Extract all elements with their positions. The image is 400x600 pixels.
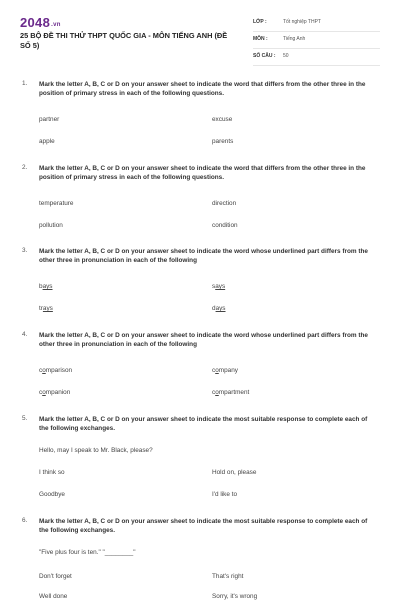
- underlined-part: o: [42, 367, 46, 374]
- option-d[interactable]: days: [212, 305, 226, 312]
- question-text: Mark the letter A, B, C or D on your answer sheet to indicate the word whose underlined part differs from the other three in pronunciation in each of the following: [39, 248, 368, 265]
- option-d[interactable]: Sorry, it's wrong: [212, 593, 258, 600]
- option-c[interactable]: Well done: [39, 593, 68, 600]
- option-a[interactable]: Don't forget: [39, 573, 72, 580]
- option-c[interactable]: companion: [39, 389, 71, 396]
- question-number: 6.: [22, 517, 28, 524]
- option-b[interactable]: excuse: [212, 116, 233, 123]
- option-c[interactable]: pollution: [39, 222, 63, 229]
- exchange-prompt: "Five plus four is ten." "________": [39, 549, 136, 556]
- option-d[interactable]: condition: [212, 222, 238, 229]
- document-title: 25 BỘ ĐỀ THI THỬ THPT QUỐC GIA - MÔN TIẾNG ANH (ĐỀ SỐ 5): [20, 31, 228, 50]
- meta-row-subject: [253, 32, 380, 49]
- question-number: 2.: [22, 164, 28, 171]
- meta-value: Tiếng Anh: [283, 36, 306, 42]
- underlined-part: ays: [215, 283, 226, 290]
- question-text: Mark the letter A, B, C or D on your answer sheet to indicate the most suitable response to complete each of the following exchanges.: [39, 518, 368, 535]
- underlined-part: ays: [42, 283, 53, 290]
- option-b[interactable]: says: [212, 283, 226, 290]
- option-d[interactable]: parents: [212, 138, 234, 145]
- option-d[interactable]: compartment: [212, 389, 250, 396]
- underlined-part: o: [42, 389, 46, 396]
- option-b[interactable]: direction: [212, 200, 237, 207]
- meta-label: MÔN :: [253, 36, 268, 42]
- underlined-part: ays: [42, 305, 53, 312]
- underlined-part: ays: [215, 305, 226, 312]
- page-header: [20, 15, 380, 60]
- meta-label: SỐ CÂU :: [253, 53, 276, 59]
- site-logo[interactable]: 2048.vn: [20, 15, 61, 30]
- meta-label: LỚP :: [253, 19, 267, 25]
- meta-info: [253, 15, 380, 66]
- question-number: 3.: [22, 247, 28, 254]
- option-d[interactable]: I'd like to: [212, 491, 238, 498]
- question-text: Mark the letter A, B, C or D on your answer sheet to indicate the word whose underlined part differs from the other three in pronunciation in each of the following: [39, 332, 368, 349]
- underlined-part: o: [215, 389, 219, 396]
- meta-row-count: [253, 49, 380, 66]
- question-number: 4.: [22, 331, 28, 338]
- option-c[interactable]: trays: [39, 305, 53, 312]
- option-b[interactable]: That's right: [212, 573, 244, 580]
- option-a[interactable]: temperature: [39, 200, 74, 207]
- meta-value: 50: [283, 53, 289, 59]
- question-text: Mark the letter A, B, C or D on your answer sheet to indicate the word that differs from the other three in the position of primary stress in each of the following questions.: [39, 165, 366, 182]
- question-number: 1.: [22, 80, 28, 87]
- question-text: Mark the letter A, B, C or D on your answer sheet to indicate the most suitable response to complete each of the following exchanges.: [39, 416, 368, 433]
- option-a[interactable]: partner: [39, 116, 60, 123]
- question-number: 5.: [22, 415, 28, 422]
- option-c[interactable]: Goodbye: [39, 491, 65, 498]
- option-a[interactable]: bays: [39, 283, 53, 290]
- option-c[interactable]: apple: [39, 138, 55, 145]
- meta-row-class: [253, 15, 380, 32]
- option-a[interactable]: comparison: [39, 367, 73, 374]
- option-b[interactable]: Hold on, please: [212, 469, 257, 476]
- exchange-prompt: Hello, may I speak to Mr. Black, please?: [39, 447, 153, 454]
- meta-value: Tốt nghiệp THPT: [283, 19, 321, 25]
- option-a[interactable]: I think so: [39, 469, 65, 476]
- option-b[interactable]: company: [212, 367, 238, 374]
- underlined-part: o: [215, 367, 219, 374]
- question-text: Mark the letter A, B, C or D on your answer sheet to indicate the word that differs from the other three in the position of primary stress in each of the following questions.: [39, 81, 366, 98]
